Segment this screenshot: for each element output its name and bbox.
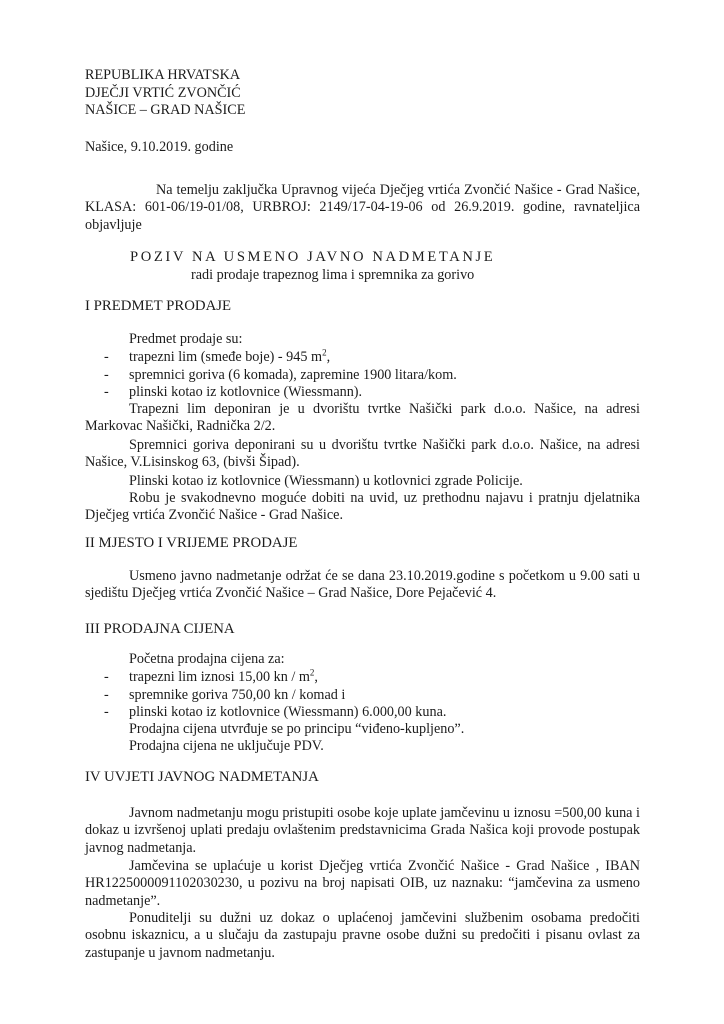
list-item: spremnici goriva (6 komada), zapremine 1900 litara/kom.: [129, 367, 457, 383]
list-bullet: -: [104, 349, 109, 365]
section-1-paragraph-1: Trapezni lim deponiran je u dvorištu tvrtke Našički park d.o.o. Našice, na adresi Markovac Našički, Radnička 2/2.: [85, 401, 640, 435]
list-item: trapezni lim (smeđe boje) - 945 $m^2$,: [129, 347, 331, 365]
section-2-paragraph: Usmeno javno nadmetanje održat će se dana 23.10.2019.godine s početkom u 9.00 sati u sjedištu Dječjeg vrtića Zvončić Našice – Grad Našice, Dore Pejačević 4.: [85, 568, 640, 602]
list-bullet: -: [104, 669, 109, 685]
document-title: POZIV NA USMENO JAVNO NADMETANJE: [130, 249, 496, 265]
list-item: trapezni lim iznosi 15,00 kn / $m^2$,: [129, 667, 318, 685]
section-4-paragraph-2: Jamčevina se uplaćuje u korist Dječjeg vrtića Zvončić Našice - Grad Našice , IBAN HR1225000091102030230, u pozivu na broj napisati OIB, uz naznaku: “jamčevina za usmeno nadmetanje”.: [85, 858, 640, 909]
section-1-lead: Predmet prodaje su:: [129, 331, 243, 347]
section-4-paragraph-1: Javnom nadmetanju mogu pristupiti osobe koje uplate jamčevinu u iznosu =500,00 kuna i dokaz u izvršenoj uplati predaju ovlaštenim predstavnicima Grada Našica koji provode postupak javnog nadmetanja.: [85, 805, 640, 856]
section-3-paragraph-1: Prodajna cijena utvrđuje se po principu “viđeno-kupljeno”.: [129, 721, 465, 737]
section-4-heading: IV UVJETI JAVNOG NADMETANJA: [85, 769, 319, 785]
list-bullet: -: [104, 384, 109, 400]
date-line: Našice, 9.10.2019. godine: [85, 139, 234, 155]
list-item: spremnike goriva 750,00 kn / komad i: [129, 687, 346, 703]
section-4-paragraph-3: Ponuditelji su dužni uz dokaz o uplaćenoj jamčevini službenim osobama predočiti osobnu iskaznicu, a u slučaju da zastupaju pravne osobe dužni su predočiti i pisanu ovlast za zastupanje u javnom nadmetanju.: [85, 910, 640, 961]
header-line-3: NAŠICE – GRAD NAŠICE: [85, 102, 246, 118]
section-1-heading: I PREDMET PRODAJE: [85, 298, 232, 314]
section-2-heading: II MJESTO I VRIJEME PRODAJE: [85, 535, 298, 551]
section-3-lead: Početna prodajna cijena za:: [129, 651, 285, 667]
list-item: plinski kotao iz kotlovnice (Wiessmann).: [129, 384, 363, 400]
list-item: plinski kotao iz kotlovnice (Wiessmann) 6.000,00 kuna.: [129, 704, 447, 720]
section-1-paragraph-4: Robu je svakodnevno moguće dobiti na uvid, uz prethodnu najavu i pratnju djelatnika Dječjeg vrtića Zvončić Našice - Grad Našice.: [85, 490, 640, 524]
list-bullet: -: [104, 367, 109, 383]
list-bullet: -: [104, 687, 109, 703]
header-line-1: REPUBLIKA HRVATSKA: [85, 67, 241, 83]
section-1-paragraph-2: Spremnici goriva deponirani su u dvorištu tvrtke Našički park d.o.o. Našice, na adresi Našice, V.Lisinskog 63, (bivši Šipad).: [85, 437, 640, 471]
header-line-2: DJEČJI VRTIĆ ZVONČIĆ: [85, 85, 241, 101]
list-bullet: -: [104, 704, 109, 720]
intro-paragraph: Na temelju zaključka Upravnog vijeća Dječjeg vrtića Zvončić Našice - Grad Našice, KLASA: 601-06/19-01/08, URBROJ: 2149/17-04-19-06 od 26.9.2019. godine, ravnateljica objavljuje: [85, 182, 640, 233]
section-3-paragraph-2: Prodajna cijena ne uključuje PDV.: [129, 738, 324, 754]
document-subtitle: radi prodaje trapeznog lima i spremnika za gorivo: [191, 267, 475, 283]
section-1-paragraph-3: Plinski kotao iz kotlovnice (Wiessmann) u kotlovnici zgrade Policije.: [129, 473, 523, 489]
section-3-heading: III PRODAJNA CIJENA: [85, 621, 235, 637]
